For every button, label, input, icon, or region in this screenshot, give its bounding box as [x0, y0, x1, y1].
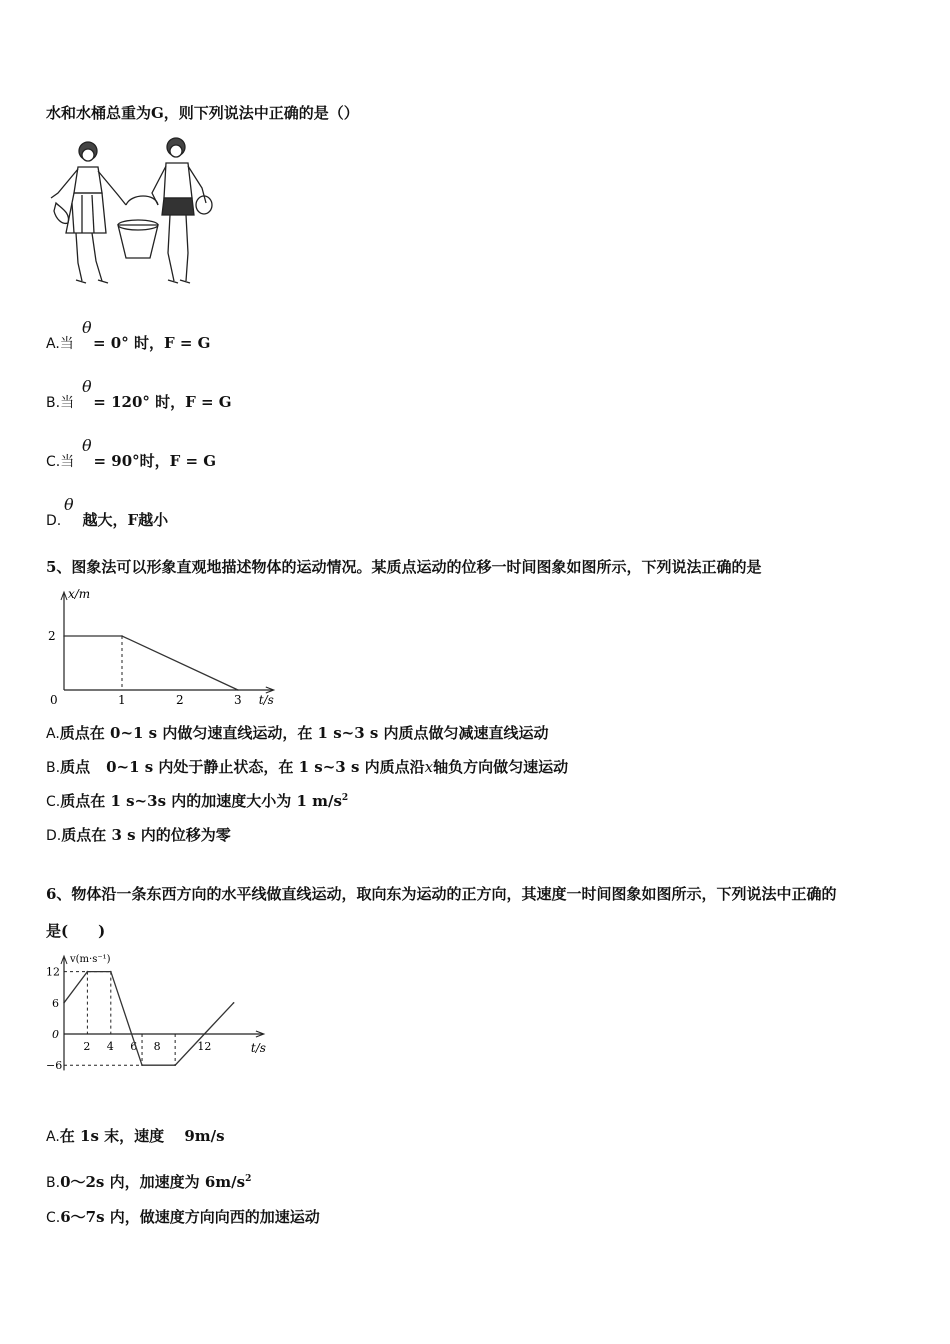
y-axis-label: v(m·s⁻¹): [70, 954, 111, 965]
option-text: 越大，F越小: [82, 511, 169, 529]
option-letter: A.: [46, 726, 60, 742]
option-text: = 0° 时，F = G: [93, 334, 211, 352]
data-point: [121, 635, 123, 637]
option-letter: D.: [46, 828, 62, 844]
velocity-time-chart: [40, 950, 280, 1080]
option-text-c: 轴负方向做匀速运动: [433, 758, 569, 776]
option-letter: B.: [46, 1175, 61, 1191]
q4-option-a[interactable]: [46, 318, 211, 353]
q5-stem: 5、图象法可以形象直观地描述物体的运动情况。某质点运动的位移一时间图象如图所示，下列说法正确的是: [46, 558, 762, 576]
x-tick-label: 6: [130, 1040, 138, 1053]
children-carrying-bucket-illustration: [46, 133, 216, 288]
x-tick-label: 12: [197, 1040, 212, 1053]
data-point: [110, 971, 112, 973]
q4-option-d[interactable]: [46, 495, 169, 530]
q5-option-d[interactable]: [46, 824, 231, 845]
option-pre: 当: [59, 336, 74, 352]
y-tick-label: 2: [48, 629, 56, 643]
q6-stem-line2: 是( ): [46, 922, 106, 940]
x-tick-label: 2: [176, 693, 184, 707]
q4-option-c[interactable]: [46, 436, 217, 471]
theta-symbol: θ: [82, 436, 92, 455]
option-letter: C.: [46, 454, 61, 470]
data-point: [204, 1033, 206, 1035]
y-tick-label: −6: [46, 1059, 63, 1073]
data-point: [63, 1002, 65, 1004]
series-line: [64, 636, 238, 690]
y-tick-label: 0: [52, 1028, 59, 1041]
option-text: 质点在 1 s~3s 内的加速度大小为 1 m/s: [60, 792, 342, 810]
q5-option-b[interactable]: [46, 756, 568, 777]
q6-option-a[interactable]: [46, 1125, 225, 1146]
option-letter: B.: [46, 760, 61, 776]
superscript: 2: [341, 793, 349, 803]
y-tick-label: 12: [46, 965, 60, 979]
option-text: = 90°时，F = G: [93, 452, 217, 470]
y-tick-label: 6: [52, 996, 59, 1010]
theta-symbol: θ: [82, 318, 92, 337]
option-letter: D.: [46, 513, 62, 529]
q6-stem-line1: 6、物体沿一条东西方向的水平线做直线运动，取向东为运动的正方向，其速度一时间图象如图所示，下列说法中正确的: [46, 885, 837, 903]
q5-option-c[interactable]: [46, 790, 348, 811]
option-text-b: 0~1 s 内处于静止状态，在 1 s~3 s 内质点沿: [106, 758, 425, 776]
data-point: [141, 1064, 143, 1066]
x-tick-label: 3: [234, 693, 242, 707]
theta-symbol: θ: [64, 495, 74, 514]
option-pre: 当: [60, 395, 75, 411]
q5-option-a[interactable]: [46, 722, 549, 743]
x-axis-label: t/s: [258, 693, 274, 707]
q4-stem: 水和水桶总重为G，则下列说法中正确的是（）: [46, 104, 359, 122]
data-point: [233, 1002, 235, 1004]
q6-option-b[interactable]: [46, 1171, 251, 1192]
x-tick-label: 2: [83, 1040, 91, 1053]
option-text: 在 1s 末，速度 9m/s: [59, 1127, 225, 1145]
data-point: [87, 971, 89, 973]
option-letter: A.: [46, 336, 60, 352]
theta-symbol: θ: [82, 377, 92, 396]
data-point: [174, 1064, 176, 1066]
x-tick-label: 1: [118, 693, 126, 707]
q6-option-c[interactable]: [46, 1206, 320, 1227]
x-axis-label: t/s: [250, 1041, 266, 1055]
position-time-chart: [40, 584, 280, 710]
option-letter: B.: [46, 395, 61, 411]
option-var: x: [424, 758, 434, 776]
data-point: [63, 635, 65, 637]
option-letter: C.: [46, 1210, 61, 1226]
option-text-a: 质点: [60, 758, 91, 776]
option-text: = 120° 时，F = G: [93, 393, 232, 411]
option-pre: 当: [60, 454, 75, 470]
data-point: [237, 689, 239, 691]
option-letter: C.: [46, 794, 61, 810]
q4-option-b[interactable]: [46, 377, 232, 412]
option-text: 6～7s 内，做速度方向向西的加速运动: [60, 1208, 320, 1226]
superscript: 2: [245, 1174, 252, 1184]
y-axis-label: x/m: [68, 587, 91, 601]
option-text: 质点在 0~1 s 内做匀速直线运动，在 1 s~3 s 内质点做匀减速直线运动: [59, 724, 549, 742]
x-tick-label: 4: [106, 1040, 114, 1053]
x-tick-label: 0: [50, 693, 58, 707]
option-text: 0～2s 内，加速度为 6m/s: [60, 1173, 246, 1191]
x-tick-label: 8: [153, 1040, 161, 1053]
option-text: 质点在 3 s 内的位移为零: [61, 826, 231, 844]
option-letter: A.: [46, 1129, 60, 1145]
